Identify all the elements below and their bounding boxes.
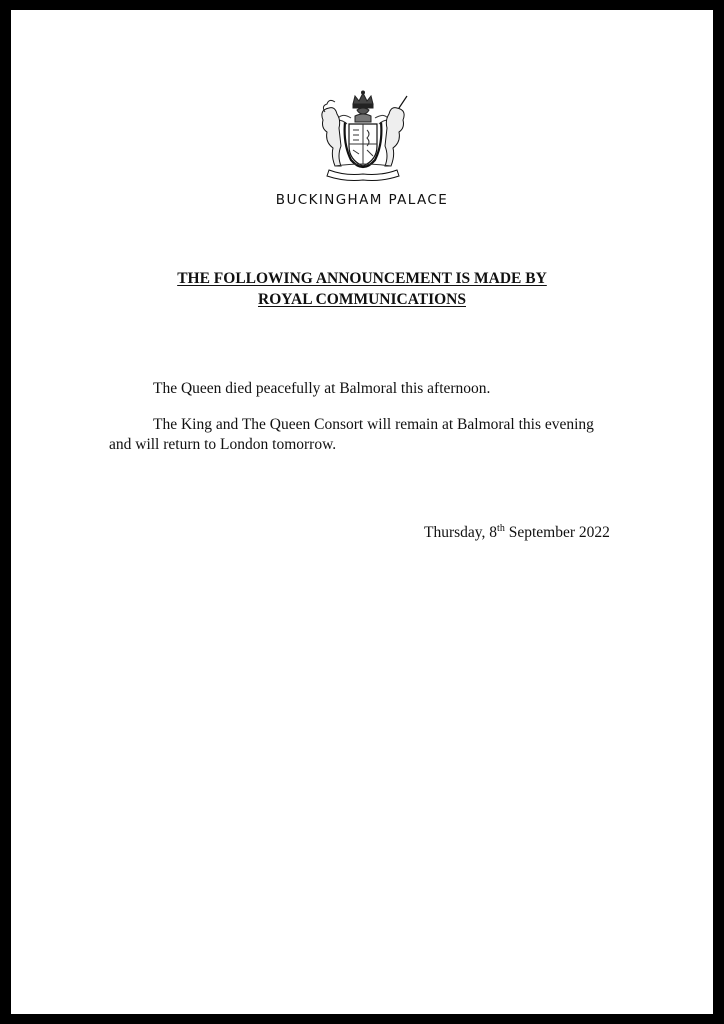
announcement-title-line-1: THE FOLLOWING ANNOUNCEMENT IS MADE BY — [177, 270, 547, 287]
announcement-title-line-2: ROYAL COMMUNICATIONS — [258, 291, 466, 308]
page-heading: BUCKINGHAM PALACE — [275, 192, 449, 208]
announcement-paragraph-1: The Queen died peacefully at Balmoral this afternoon. — [153, 380, 491, 397]
date-month-year: September 2022 — [504, 524, 610, 541]
announcement-date — [424, 523, 610, 543]
announcement-paragraph-2-line-2: and will return to London tomorrow. — [109, 436, 337, 453]
document-page — [11, 10, 713, 1014]
announcement-paragraph-2-line-1: The King and The Queen Consort will remain at Balmoral this evening — [153, 416, 594, 433]
date-weekday: Thursday, 8 — [424, 524, 498, 541]
royal-coat-of-arms-icon — [315, 90, 411, 182]
date-ordinal-suffix: th — [497, 523, 505, 534]
